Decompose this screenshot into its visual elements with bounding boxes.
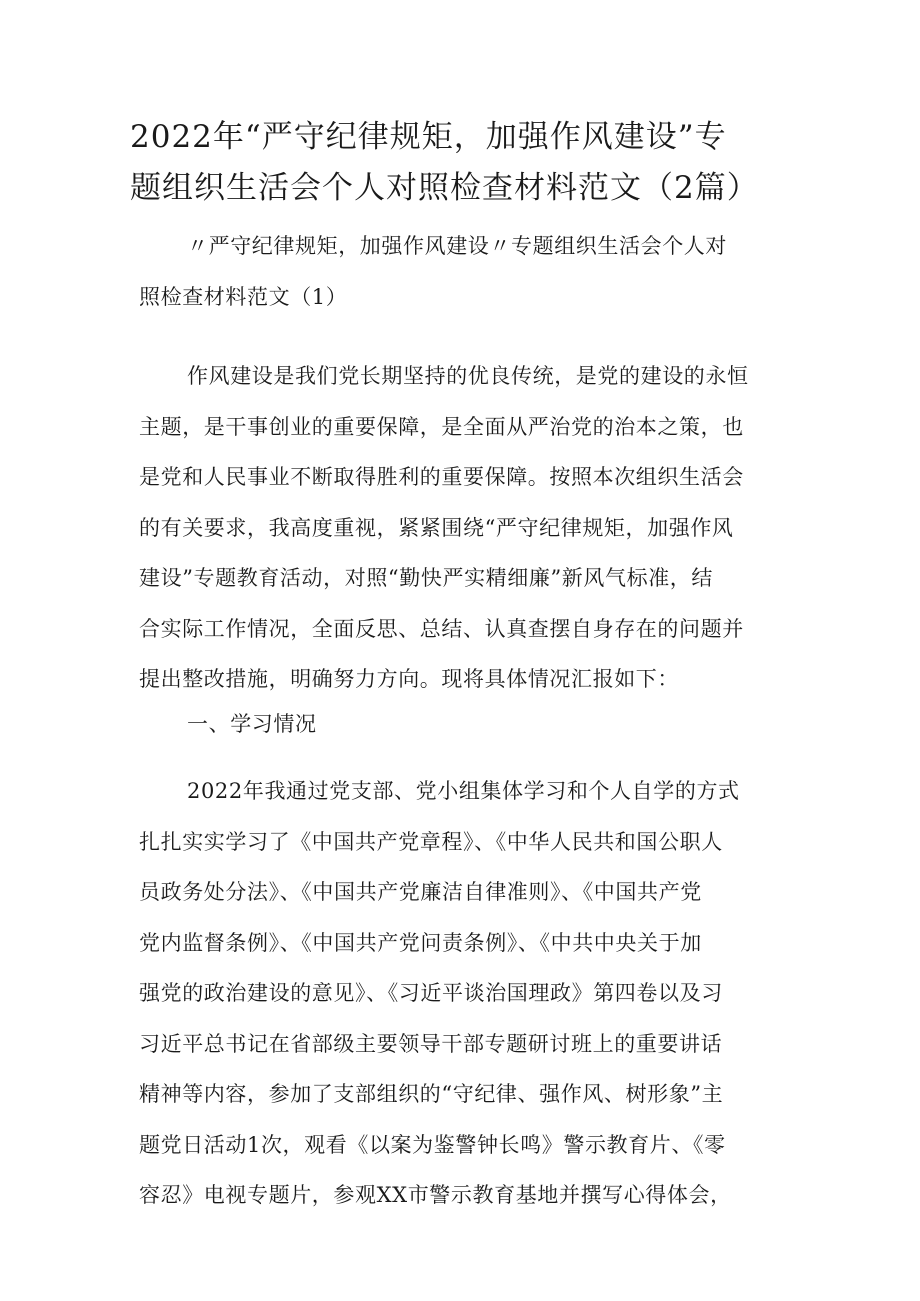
title-line: 2022年“严守纪律规矩，加强作风建设”专 <box>130 119 727 155</box>
section-subtitle <box>139 221 789 322</box>
paragraph-line: 习近平总书记在省部级主要领导干部专题研讨班上的重要讲话 <box>139 1031 723 1056</box>
paragraph-line: 强党的政治建设的意见》、《习近平谈治国理政》第四卷以及习 <box>139 981 723 1005</box>
paragraph-line: 党内监督条例》、《中国共产党问责条例》、《中共中央关于加 <box>139 930 702 955</box>
paragraph-line: 容忍》电视专题片，参观XX市警示教育基地并撰写心得体会， <box>139 1183 732 1207</box>
paragraph-line: 题党日活动1次，观看《以案为鉴警钟长鸣》警示教育片、《零 <box>139 1132 726 1157</box>
paragraph-line: 是党和人民事业不断取得胜利的重要保障。按照本次组织生活会 <box>139 465 744 489</box>
title-line: 题组织生活会个人对照检查材料范文（2篇） <box>130 170 759 206</box>
paragraph-line: 员政务处分法》、《中国共产党廉洁自律准则》、《中国共产党 <box>139 880 702 904</box>
subtitle-line: 〃严守纪律规矩，加强作风建设〃专题组织生活会个人对 <box>187 234 727 258</box>
paragraph-line: 提出整改措施，明确努力方向。现将具体情况汇报如下： <box>139 667 679 691</box>
document-title <box>130 112 810 214</box>
paragraph-line: 精神等内容，参加了支部组织的“守纪律、强作风、树形象”主 <box>139 1082 724 1106</box>
paragraph-line: 2022年我通过党支部、党小组集体学习和个人自学的方式 <box>187 779 740 803</box>
section-heading <box>139 699 789 750</box>
paragraph-line: 的有关要求，我高度重视，紧紧围绕“严守纪律规矩，加强作风 <box>139 515 734 540</box>
paragraph-study <box>139 766 789 1221</box>
paragraph-line: 作风建设是我们党长期坚持的优良传统，是党的建设的永恒 <box>187 364 749 388</box>
paragraph-line: 主题，是干事创业的重要保障，是全面从严治党的治本之策，也 <box>139 414 744 439</box>
paragraph-line: 建设”专题教育活动，对照“勤快严实精细廉”新风气标准，结 <box>139 566 714 590</box>
subtitle-line: 照检查材料范文（1） <box>139 284 348 309</box>
paragraph-line: 扎扎实实学习了《中国共产党章程》、《中华人民共和国公职人 <box>139 829 723 854</box>
paragraph-line: 合实际工作情况，全面反思、总结、认真查摆自身存在的问题并 <box>139 616 744 641</box>
paragraph-intro <box>139 351 789 705</box>
heading-text: 一、学习情况 <box>187 712 317 736</box>
